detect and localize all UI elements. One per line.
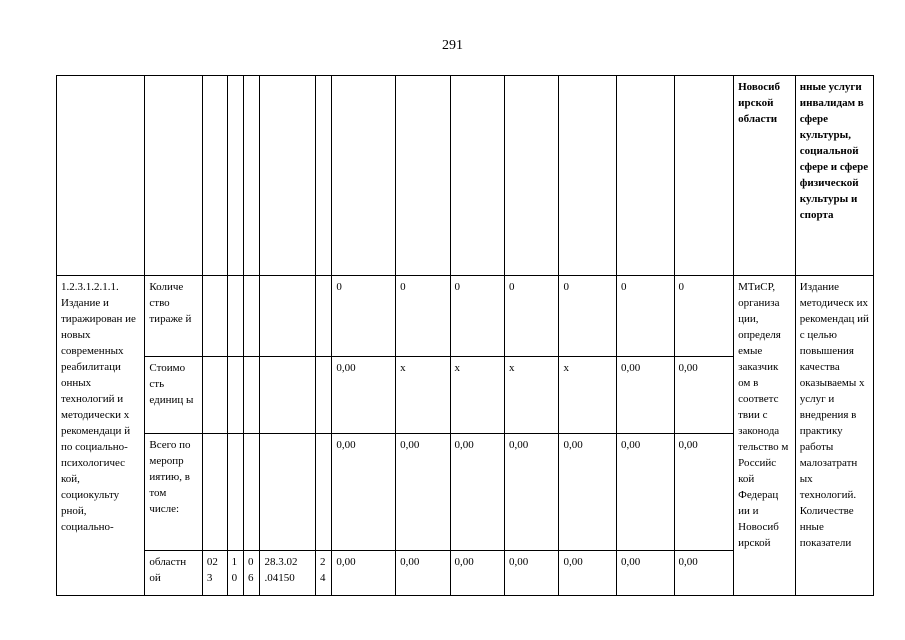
- code-cell: [244, 357, 260, 434]
- empty-cell: [57, 76, 145, 276]
- value-cell: 0: [450, 276, 504, 357]
- expected-result-cell: Издание методическ их рекомендац ий с целью повышения качества оказываемы х услуг и внедрения в практику работы малозатратн ых технологий. Количестве нные показатели: [795, 276, 873, 596]
- code-cell: 28.3.02 .04150: [260, 551, 315, 596]
- empty-cell: [332, 76, 396, 276]
- activity-title-cell: 1.2.3.1.2.1.1. Издание и тиражирован ие новых современных реабилитаци онных технологий и методически х рекомендаци й по социально-психологичес кой, социокульту рной, социально-: [57, 276, 145, 596]
- value-cell: 0,00: [396, 551, 450, 596]
- empty-cell: [674, 76, 734, 276]
- empty-cell: [559, 76, 617, 276]
- result-cell: нные услуги инвалидам в сфере культуры, социальной сфере и сфере физической культуры и спорта: [795, 76, 873, 276]
- value-cell: 0,00: [396, 434, 450, 551]
- code-cell: 1 0: [227, 551, 243, 596]
- value-cell: х: [396, 357, 450, 434]
- responsible-cell: Новосиб ирской области: [734, 76, 796, 276]
- value-cell: 0: [504, 276, 558, 357]
- code-cell: [227, 357, 243, 434]
- empty-cell: [145, 76, 203, 276]
- value-cell: 0,00: [674, 434, 734, 551]
- value-cell: 0: [559, 276, 617, 357]
- empty-cell: [315, 76, 331, 276]
- code-cell: [260, 434, 315, 551]
- row-label: Количе ство тираже й: [145, 276, 203, 357]
- value-cell: 0,00: [332, 434, 396, 551]
- value-cell: 0,00: [674, 551, 734, 596]
- empty-cell: [504, 76, 558, 276]
- empty-cell: [202, 76, 227, 276]
- value-cell: 0: [674, 276, 734, 357]
- header-row: [57, 76, 874, 276]
- code-cell: 0 6: [244, 551, 260, 596]
- value-cell: 0,00: [616, 551, 674, 596]
- code-cell: [260, 357, 315, 434]
- value-cell: х: [504, 357, 558, 434]
- empty-cell: [396, 76, 450, 276]
- table-row: [57, 276, 874, 357]
- value-cell: 0,00: [559, 434, 617, 551]
- row-label: областн ой: [145, 551, 203, 596]
- code-cell: 2 4: [315, 551, 331, 596]
- row-label: Стоимо сть единиц ы: [145, 357, 203, 434]
- value-cell: 0,00: [559, 551, 617, 596]
- value-cell: 0: [332, 276, 396, 357]
- empty-cell: [450, 76, 504, 276]
- value-cell: 0,00: [332, 357, 396, 434]
- value-cell: х: [559, 357, 617, 434]
- code-cell: [244, 276, 260, 357]
- code-cell: [202, 357, 227, 434]
- value-cell: 0,00: [450, 551, 504, 596]
- value-cell: 0,00: [616, 357, 674, 434]
- code-cell: [315, 434, 331, 551]
- code-cell: [227, 434, 243, 551]
- value-cell: 0,00: [616, 434, 674, 551]
- empty-cell: [227, 76, 243, 276]
- value-cell: 0,00: [450, 434, 504, 551]
- code-cell: [244, 434, 260, 551]
- value-cell: 0,00: [504, 434, 558, 551]
- code-cell: [315, 276, 331, 357]
- code-cell: [260, 276, 315, 357]
- code-cell: [227, 276, 243, 357]
- code-cell: 02 3: [202, 551, 227, 596]
- empty-cell: [244, 76, 260, 276]
- row-label: Всего по меропр иятию, в том числе:: [145, 434, 203, 551]
- program-table: [56, 75, 874, 596]
- value-cell: 0,00: [504, 551, 558, 596]
- value-cell: 0: [396, 276, 450, 357]
- value-cell: х: [450, 357, 504, 434]
- page-number: 291: [442, 38, 463, 53]
- value-cell: 0: [616, 276, 674, 357]
- responsible-executor-cell: МТиСР, организа ции, определя емые заказчик ом в соответс твии с законода тельство м Российс кой Федерац ии и Новосиб ирской: [734, 276, 796, 596]
- value-cell: 0,00: [332, 551, 396, 596]
- empty-cell: [616, 76, 674, 276]
- empty-cell: [260, 76, 315, 276]
- code-cell: [202, 434, 227, 551]
- code-cell: [202, 276, 227, 357]
- code-cell: [315, 357, 331, 434]
- value-cell: 0,00: [674, 357, 734, 434]
